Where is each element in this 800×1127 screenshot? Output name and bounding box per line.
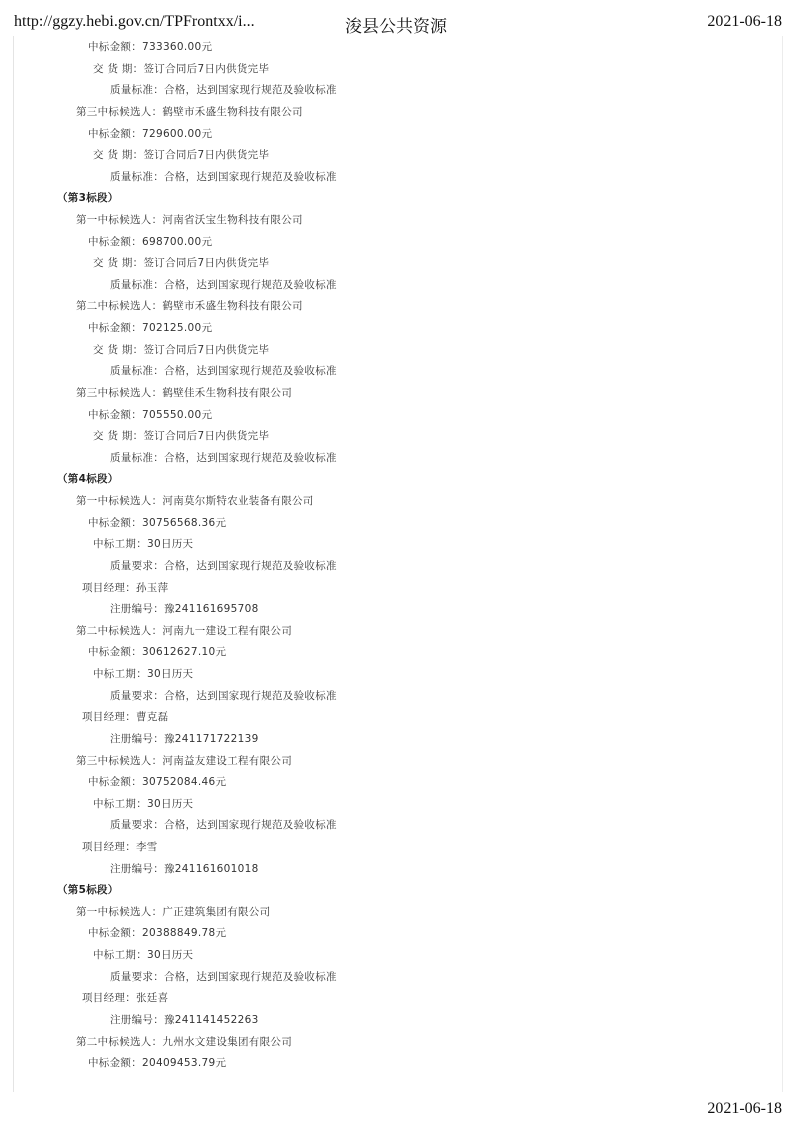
delivery-period-line: 交 货 期：签订合同后7日内供货完毕 bbox=[93, 343, 270, 356]
registration-number-line: 注册编号：豫241141452263 bbox=[110, 1013, 259, 1026]
bid-amount-line: 中标金额：20409453.79元 bbox=[88, 1057, 227, 1070]
construction-period-line: 中标工期：30日历天 bbox=[93, 797, 194, 810]
candidate-line: 第三中标候选人：鹤壁佳禾生物科技有限公司 bbox=[76, 386, 292, 399]
bid-amount-line: 中标金额：705550.00元 bbox=[88, 408, 213, 421]
section-heading: （第4标段） bbox=[57, 473, 119, 486]
registration-number-line: 注册编号：豫241161695708 bbox=[110, 603, 259, 616]
bid-amount-line: 中标金额：30752084.46元 bbox=[88, 776, 227, 789]
section-heading: （第5标段） bbox=[57, 884, 119, 897]
candidate-line: 第三中标候选人：鹤壁市禾盛生物科技有限公司 bbox=[76, 105, 303, 118]
quality-line: 质量要求：合格，达到国家现行规范及验收标准 bbox=[110, 819, 337, 832]
candidate-line: 第二中标候选人：九州水文建设集团有限公司 bbox=[76, 1035, 292, 1048]
construction-period-line: 中标工期：30日历天 bbox=[93, 668, 194, 680]
page-url: http://ggzy.hebi.gov.cn/TPFrontxx/i... bbox=[14, 13, 255, 30]
delivery-period-line: 交 货 期：签订合同后7日内供货完毕 bbox=[93, 430, 270, 443]
quality-line: 质量标准：合格，达到国家现行规范及验收标准 bbox=[110, 84, 337, 97]
candidate-line: 第一中标候选人：河南省沃宝生物科技有限公司 bbox=[76, 214, 303, 226]
project-manager-line: 项目经理：李雪 bbox=[82, 840, 158, 853]
candidate-line: 第三中标候选人：河南益友建设工程有限公司 bbox=[76, 754, 292, 767]
quality-line: 质量要求：合格，达到国家现行规范及验收标准 bbox=[110, 689, 337, 702]
delivery-period-line: 交 货 期：签订合同后7日内供货完毕 bbox=[93, 149, 270, 162]
quality-line: 质量标准：合格，达到国家现行规范及验收标准 bbox=[110, 170, 337, 183]
candidate-line: 第一中标候选人：广正建筑集团有限公司 bbox=[76, 905, 271, 918]
quality-line: 质量标准：合格，达到国家现行规范及验收标准 bbox=[110, 451, 337, 464]
delivery-period-line: 交 货 期：签订合同后7日内供货完毕 bbox=[93, 62, 270, 75]
quality-line: 质量标准：合格，达到国家现行规范及验收标准 bbox=[110, 278, 337, 291]
header-date: 2021-06-18 bbox=[707, 13, 782, 30]
delivery-period-line: 交 货 期：签订合同后7日内供货完毕 bbox=[93, 257, 270, 270]
project-manager-line: 项目经理：张廷喜 bbox=[82, 992, 169, 1005]
quality-line: 质量要求：合格，达到国家现行规范及验收标准 bbox=[110, 559, 337, 572]
candidate-line: 第一中标候选人：河南莫尔斯特农业装备有限公司 bbox=[76, 495, 314, 507]
quality-line: 质量标准：合格，达到国家现行规范及验收标准 bbox=[110, 365, 337, 378]
bid-amount-line: 中标金额：30756568.36元 bbox=[88, 516, 227, 529]
registration-number-line: 注册编号：豫241171722139 bbox=[110, 732, 259, 745]
bid-amount-line: 中标金额：702125.00元 bbox=[88, 322, 213, 335]
bid-amount-line: 中标金额：30612627.10元 bbox=[88, 646, 227, 659]
print-header bbox=[0, 0, 800, 38]
site-title: 浚县公共资源 bbox=[345, 17, 447, 37]
quality-line: 质量要求：合格，达到国家现行规范及验收标准 bbox=[110, 970, 337, 983]
bid-amount-line: 中标金额：729600.00元 bbox=[88, 127, 213, 140]
construction-period-line: 中标工期：30日历天 bbox=[93, 949, 194, 961]
registration-number-line: 注册编号：豫241161601018 bbox=[110, 862, 259, 875]
project-manager-line: 项目经理：曹克磊 bbox=[82, 711, 169, 724]
footer-date: 2021-06-18 bbox=[707, 1100, 782, 1117]
bid-amount-line: 中标金额：20388849.78元 bbox=[88, 927, 227, 940]
project-manager-line: 项目经理：孙玉萍 bbox=[82, 581, 169, 594]
candidate-line: 第二中标候选人：鹤壁市禾盛生物科技有限公司 bbox=[76, 300, 303, 313]
candidate-line: 第二中标候选人：河南九一建设工程有限公司 bbox=[76, 624, 292, 637]
bid-amount-line: 中标金额：698700.00元 bbox=[88, 235, 213, 248]
bid-amount-line: 中标金额：733360.00元 bbox=[88, 41, 213, 53]
section-heading: （第3标段） bbox=[57, 192, 119, 205]
construction-period-line: 中标工期：30日历天 bbox=[93, 538, 194, 551]
